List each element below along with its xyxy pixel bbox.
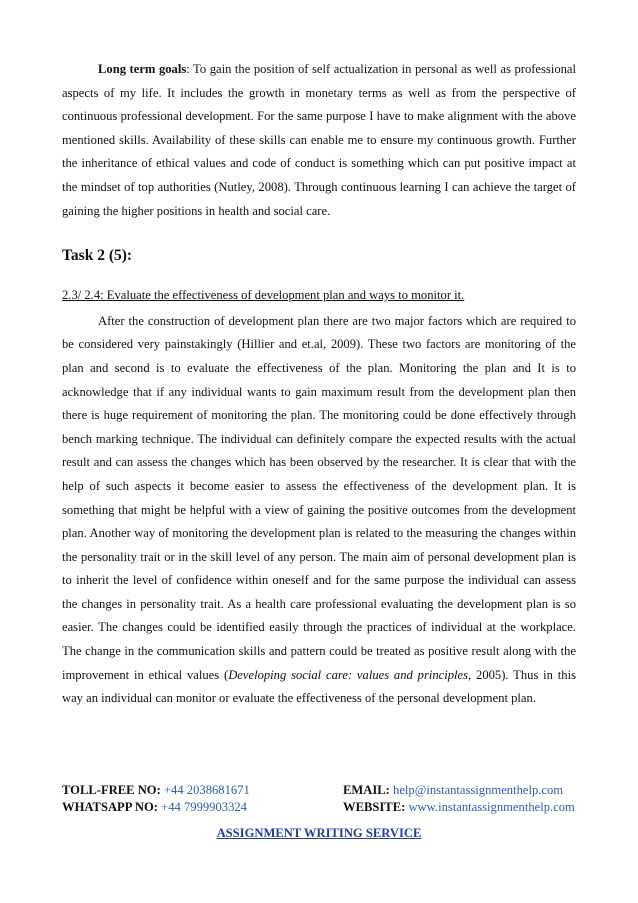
tollfree-label: TOLL-FREE NO: <box>62 783 161 797</box>
email-label: EMAIL: <box>343 783 390 797</box>
email-link[interactable]: help@instantassignmenthelp.com <box>393 783 564 797</box>
whatsapp-block <box>62 799 343 816</box>
italic-reference: Developing social care: values and principles, <box>228 667 472 682</box>
task-heading: Task 2 (5): <box>62 247 133 265</box>
whatsapp-number[interactable]: +44 7999903324 <box>161 800 247 814</box>
long-term-goals-paragraph <box>62 58 576 223</box>
tollfree-block <box>62 782 343 799</box>
website-block <box>343 799 576 816</box>
evaluation-paragraph <box>62 310 576 711</box>
section-subheading: 2.3/ 2.4: Evaluate the effectiveness of development plan and ways to monitor it. <box>62 288 465 303</box>
document-body <box>62 58 576 711</box>
long-term-goals-text: : To gain the position of self actualization in personal as well as professional aspects of my life. It includes the growth in monetary terms as well as from the perspective of continuous professional development. For the same purpose I have to make alignment with the above mentioned skills. Availability of these skills can enable me to ensure my continuous growth. Further the inheritance of ethical values and code of conduct is something which can put positive impact at the mindset of top authorities (Nutley, 2008). Through continuous learning I can achieve the target of gaining the higher positions in health and social care. <box>62 62 577 218</box>
long-term-goals-label: Long term goals <box>98 62 187 76</box>
website-link[interactable]: www.instantassignmenthelp.com <box>408 800 575 814</box>
website-label: WEBSITE: <box>343 800 406 814</box>
evaluation-text: After the construction of development plan there are two major factors which are required to be considered very painstakingly (Hillier and et.al, 2009). These two factors are monitoring of the plan and second is to evaluate the effectiveness of the plan. Monitoring the plan and It is to acknowledge that if any individual wants to gain maximum result from the development plan then there is huge requirement of monitoring the plan. The monitoring could be done effectively through bench marking technique. The individual can definitely compare the expected results with the actual result and can assess the changes which has been observed by the researcher. It is clear that with the help of such aspects it become easier to assess the effectiveness of the development plan. It is something that might be helpful with a view of gaining the positive outcomes from the development plan. Another way of monitoring the development plan is related to the measuring the changes within the personality trait or in the skill level of any person. The main aim of personal development plan is to inherit the level of confidence within oneself and for the same purpose the individual can assess the changes in personality trait. As a health care professional evaluating the development plan is so easier. The changes could be identified easily through the practices of individual at the workplace. The change in the communication skills and pattern could be treated as positive result along with the improvement in ethical values ( <box>62 313 576 682</box>
contact-footer <box>62 782 576 816</box>
footer-row-1 <box>62 782 576 799</box>
assignment-service-link[interactable]: ASSIGNMENT WRITING SERVICE <box>216 826 422 840</box>
email-block <box>343 782 576 799</box>
tollfree-number[interactable]: +44 2038681671 <box>163 783 250 797</box>
whatsapp-label: WHATSAPP NO: <box>62 800 158 814</box>
evaluation-text-end: 2005). Thus in this way an individual can monitor or evaluate the effectiveness of the personal development plan. <box>62 667 576 706</box>
footer-row-2 <box>62 799 576 816</box>
